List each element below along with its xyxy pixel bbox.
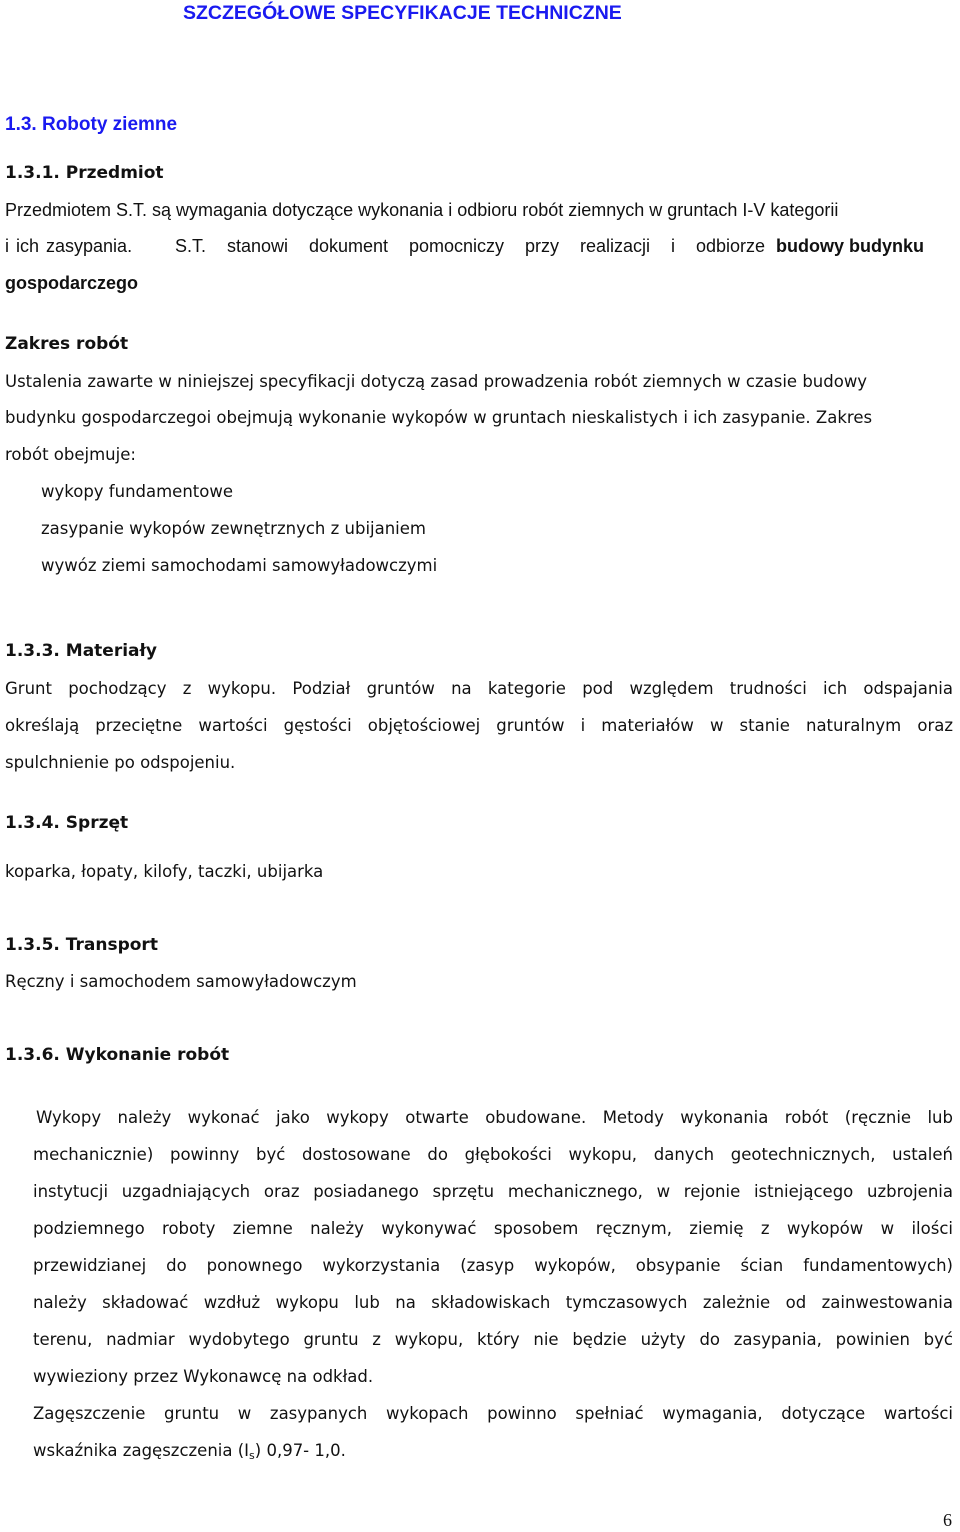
zakres-line-3: robót obejmuje: xyxy=(5,445,136,464)
wykonanie-line: mechanicznie) powinny być dostosowane do głębokości wykopu, danych geotechnicznych, ustaleń xyxy=(33,1145,953,1164)
zakres-line-1: Ustalenia zawarte w niniejszej specyfikacji dotyczą zasad prowadzenia robót ziemnych w czasie budowy xyxy=(5,372,868,391)
wykonanie-line: instytucji uzgadniających oraz posiadanego sprzętu mechanicznego, w rejonie istniejącego uzbrojenia xyxy=(33,1182,953,1201)
zageszczenie-line-2 xyxy=(33,1441,346,1462)
heading-sprzet: 1.3.4. Sprzęt xyxy=(5,813,129,833)
zageszczenie-text-a: wskaźnika zagęszczenia (I xyxy=(33,1441,250,1460)
heading-transport: 1.3.5. Transport xyxy=(5,935,158,955)
zakres-item: zasypanie wykopów zewnętrznych z ubijaniem xyxy=(41,519,426,538)
przedmiot-line-2b: S.T. stanowi dokument pomocniczy przy realizacji i odbiorze xyxy=(175,236,765,256)
transport-text: Ręczny i samochodem samowyładowczym xyxy=(5,972,357,991)
wykonanie-line: terenu, nadmiar wydobytego gruntu z wykopu, który nie będzie użyty do zasypania, powinien być xyxy=(33,1330,953,1349)
materialy-line-3: spulchnienie po odspojeniu. xyxy=(5,753,236,772)
zageszczenie-text-b: ) 0,97- 1,0. xyxy=(254,1441,346,1460)
section-title: 1.3. Roboty ziemne xyxy=(5,114,178,135)
wykonanie-line: należy składować wzdłuż wykopu lub na składowiskach tymczasowych zależnie od zainwestowania xyxy=(33,1293,953,1312)
przedmiot-line-1: Przedmiotem S.T. są wymagania dotyczące wykonania i odbioru robót ziemnych w gruntach I-V kategorii xyxy=(5,200,839,220)
materialy-line-2: określają przeciętne wartości gęstości objętościowej gruntów i materiałów w stanie naturalnym oraz xyxy=(5,716,953,735)
wykonanie-line: wywieziony przez Wykonawcę na odkład. xyxy=(33,1367,374,1386)
heading-wykonanie: 1.3.6. Wykonanie robót xyxy=(5,1045,230,1065)
przedmiot-line-2-bold: budowy budynku xyxy=(776,236,924,256)
heading-przedmiot: 1.3.1. Przedmiot xyxy=(5,163,164,183)
sprzet-text: koparka, łopaty, kilofy, taczki, ubijarka xyxy=(5,862,324,881)
heading-materialy: 1.3.3. Materiały xyxy=(5,641,157,661)
zakres-item: wywóz ziemi samochodami samowyładowczymi xyxy=(41,556,438,575)
przedmiot-line-2a: i ich zasypania. xyxy=(5,236,133,256)
przedmiot-line-3-bold: gospodarczego xyxy=(5,273,139,293)
document-header: SZCZEGÓŁOWE SPECYFIKACJE TECHNICZNE xyxy=(183,2,622,24)
page-number: 6 xyxy=(943,1510,952,1530)
zageszczenie-line-1: Zagęszczenie gruntu w zasypanych wykopach powinno spełniać wymagania, dotyczące wartości xyxy=(33,1404,953,1423)
wykonanie-line: przewidzianej do ponownego wykorzystania (zasyp wykopów, obsypanie ścian fundamentowych) xyxy=(33,1256,953,1275)
zakres-line-2: budynku gospodarczegoi obejmują wykonanie wykopów w gruntach nieskalistych i ich zasypanie. Zakres xyxy=(5,408,873,427)
wykonanie-line: podziemnego roboty ziemne należy wykonywać sposobem ręcznym, ziemię z wykopów w ilości xyxy=(33,1219,953,1238)
wykonanie-line: Wykopy należy wykonać jako wykopy otwarte obudowane. Metody wykonania robót (ręcznie lub xyxy=(36,1108,953,1127)
heading-zakres: Zakres robót xyxy=(5,334,129,354)
zakres-item: wykopy fundamentowe xyxy=(41,482,234,501)
materialy-line-1: Grunt pochodzący z wykopu. Podział gruntów na kategorie pod względem trudności ich odspajania xyxy=(5,679,953,698)
zageszczenie-subscript: s xyxy=(249,1449,255,1462)
